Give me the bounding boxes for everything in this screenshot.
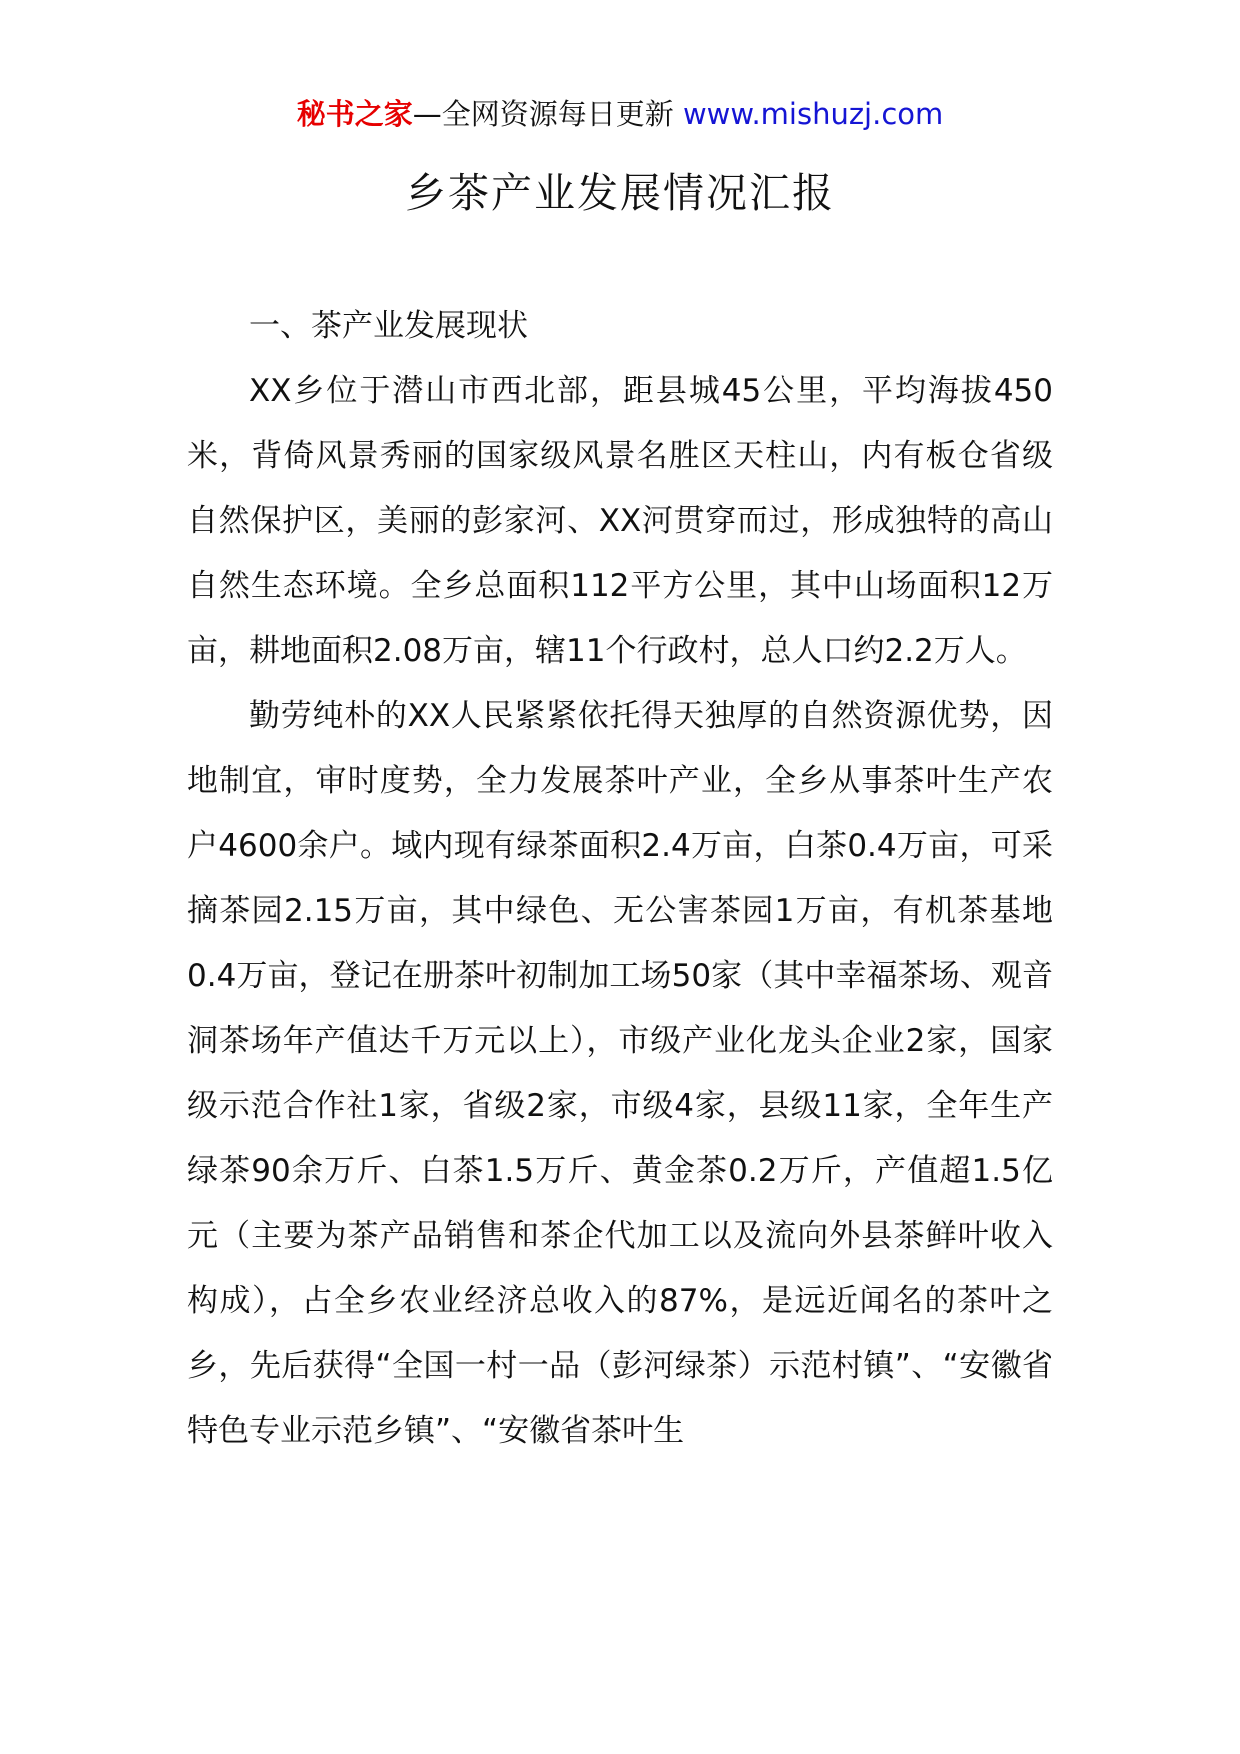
document-body	[187, 294, 1053, 1464]
document-title: 乡茶产业发展情况汇报	[405, 169, 835, 217]
brand-name: 秘书之家	[296, 97, 413, 131]
body-paragraph: 勤劳纯朴的XX人民紧紧依托得天独厚的自然资源优势，因地制宜，审时度势，全力发展茶叶产业，全乡从事茶叶生产农户4600余户。域内现有绿茶面积2.4万亩，白茶0.4万亩，可采摘茶园2.15万亩，其中绿色、无公害茶园1万亩，有机茶基地0.4万亩，登记在册茶叶初制加工场50家（其中幸福茶场、观音洞茶场年产值达千万元以上），市级产业化龙头企业2家，国家级示范合作社1家，省级2家，市级4家，县级11家，全年生产绿茶90余万斤、白茶1.5万斤、黄金茶0.2万斤，产值超1.5亿元（主要为茶产品销售和茶企代加工以及流向外县茶鲜叶收入构成），占全乡农业经济总收入的87%，是远近闻名的茶叶之乡，先后获得“全国一村一品（彭河绿茶）示范村镇”、“安徽省特色专业示范乡镇”、“安徽省茶叶生	[187, 698, 1053, 1449]
header-slogan: —全网资源每日更新	[412, 97, 674, 131]
site-header	[0, 94, 1240, 134]
section-heading: 一、茶产业发展现状	[249, 308, 528, 344]
site-url-link[interactable]: www.mishuzj.com	[682, 97, 944, 131]
body-paragraph: XX乡位于潜山市西北部，距县城45公里，平均海拔450米，背倚风景秀丽的国家级风景名胜区天柱山，内有板仓省级自然保护区，美丽的彭家河、XX河贯穿而过，形成独特的高山自然生态环境。全乡总面积112平方公里，其中山场面积12万亩，耕地面积2.08万亩，辖11个行政村，总人口约2.2万人。	[187, 373, 1053, 669]
